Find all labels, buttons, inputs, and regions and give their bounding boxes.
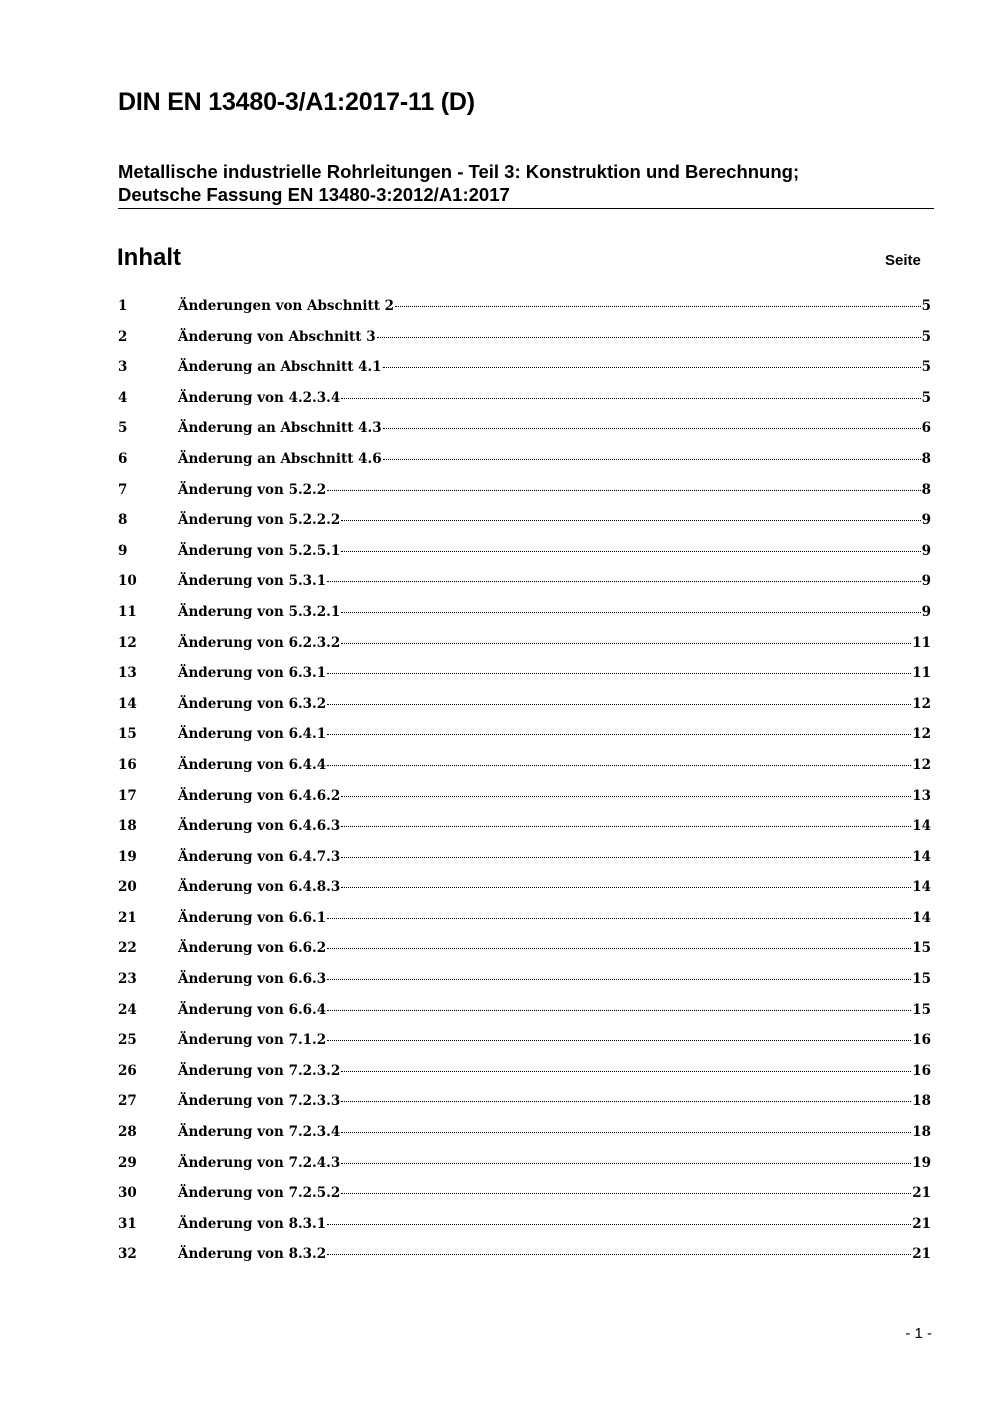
toc-entry-number: 14 — [118, 695, 137, 712]
table-of-contents — [118, 298, 931, 1277]
toc-entry[interactable] — [118, 1155, 931, 1186]
toc-entry-number: 15 — [118, 726, 137, 743]
toc-entry-page: 9 — [921, 573, 931, 590]
toc-entry-page: 12 — [912, 756, 931, 773]
toc-entry-title[interactable]: Änderung von 5.3.2.1 — [178, 603, 341, 620]
toc-entry-number: 10 — [118, 573, 137, 590]
toc-entry-page: 18 — [912, 1093, 931, 1110]
toc-entry-leader — [341, 857, 911, 858]
toc-entry[interactable] — [118, 849, 931, 880]
toc-entry-page: 18 — [912, 1124, 931, 1141]
toc-entry-leader — [327, 948, 911, 949]
toc-entry-title[interactable]: Änderungen von Abschnitt 2 — [178, 298, 395, 314]
toc-entry-title[interactable]: Änderung von 7.2.4.3 — [178, 1154, 341, 1171]
toc-entry[interactable] — [118, 635, 931, 666]
toc-entry[interactable] — [118, 940, 931, 971]
toc-entry-leader — [327, 918, 911, 919]
toc-entry[interactable] — [118, 1032, 931, 1063]
toc-entry-number: 7 — [118, 481, 128, 498]
toc-entry-title[interactable]: Änderung von 6.3.1 — [178, 665, 327, 682]
toc-entry-number: 13 — [118, 665, 137, 682]
toc-entry-leader — [383, 459, 921, 460]
toc-entry-title[interactable]: Änderung von 6.6.3 — [178, 971, 327, 988]
toc-entry-leader — [341, 520, 920, 521]
toc-entry-page: 11 — [912, 665, 931, 682]
toc-entry[interactable] — [118, 512, 931, 543]
toc-entry-leader — [327, 1224, 911, 1225]
toc-entry[interactable] — [118, 818, 931, 849]
toc-entry-title[interactable]: Änderung an Abschnitt 4.6 — [178, 450, 382, 467]
toc-entry[interactable] — [118, 451, 931, 482]
toc-entry-title[interactable]: Änderung von 6.4.7.3 — [178, 848, 341, 865]
toc-entry-title[interactable]: Änderung an Abschnitt 4.1 — [178, 359, 382, 376]
toc-entry-title[interactable]: Änderung von 5.2.5.1 — [178, 542, 341, 559]
toc-entry[interactable] — [118, 1185, 931, 1216]
toc-entry-leader — [327, 765, 911, 766]
toc-entry[interactable] — [118, 298, 931, 329]
toc-entry-leader — [341, 643, 911, 644]
toc-entry-page: 6 — [921, 420, 931, 437]
toc-entry-page: 8 — [921, 450, 931, 467]
toc-heading: Inhalt — [117, 244, 181, 271]
toc-entry[interactable] — [118, 726, 931, 757]
toc-entry-leader — [327, 979, 911, 980]
toc-entry[interactable] — [118, 1093, 931, 1124]
toc-entry[interactable] — [118, 665, 931, 696]
toc-entry-page: 8 — [921, 481, 931, 498]
toc-entry-leader — [327, 704, 911, 705]
toc-entry-number: 5 — [118, 420, 128, 437]
toc-entry-page: 12 — [912, 726, 931, 743]
toc-entry-title[interactable]: Änderung von 7.1.2 — [178, 1032, 327, 1049]
toc-entry-leader — [341, 1163, 911, 1164]
toc-entry-title[interactable]: Änderung von 6.4.1 — [178, 726, 327, 743]
toc-entry-title[interactable]: Änderung von 6.2.3.2 — [178, 634, 341, 651]
toc-entry-page: 14 — [912, 909, 931, 926]
toc-entry-title[interactable]: Änderung von 8.3.2 — [178, 1246, 327, 1263]
toc-entry-number: 27 — [118, 1093, 137, 1110]
toc-entry[interactable] — [118, 604, 931, 635]
toc-entry-leader — [341, 826, 911, 827]
toc-entry-number: 24 — [118, 1001, 137, 1018]
toc-entry-page: 9 — [921, 512, 931, 529]
toc-entry-page: 13 — [912, 787, 931, 804]
toc-entry-page: 5 — [921, 389, 931, 406]
toc-entry[interactable] — [118, 573, 931, 604]
toc-entry-page: 19 — [912, 1154, 931, 1171]
toc-entry-leader — [341, 398, 920, 399]
toc-entry-title[interactable]: Änderung von 7.2.5.2 — [178, 1185, 341, 1202]
toc-entry-page: 21 — [912, 1246, 931, 1263]
toc-entry-title[interactable]: Änderung von 6.4.8.3 — [178, 879, 341, 896]
toc-entry-leader — [383, 367, 921, 368]
toc-entry-page: 16 — [912, 1032, 931, 1049]
toc-entry-leader — [327, 581, 920, 582]
toc-entry-title[interactable]: Änderung von 6.4.6.2 — [178, 787, 341, 804]
toc-entry-title[interactable]: Änderung von 5.2.2.2 — [178, 512, 341, 529]
toc-entry[interactable] — [118, 1124, 931, 1155]
toc-entry-leader — [327, 673, 911, 674]
toc-entry[interactable] — [118, 1002, 931, 1033]
toc-entry-title[interactable]: Änderung von 6.4.4 — [178, 756, 327, 773]
toc-entry-page: 9 — [921, 603, 931, 620]
toc-entry-number: 1 — [118, 298, 128, 314]
toc-entry-number: 12 — [118, 634, 137, 651]
toc-entry-page: 5 — [921, 359, 931, 376]
toc-entry[interactable] — [118, 329, 931, 360]
toc-entry-number: 31 — [118, 1215, 137, 1232]
toc-entry-page: 14 — [912, 879, 931, 896]
toc-entry-page: 5 — [921, 328, 931, 345]
toc-entry-title[interactable]: Änderung von 6.6.4 — [178, 1001, 327, 1018]
toc-entry-number: 22 — [118, 940, 137, 957]
toc-entry-title[interactable]: Änderung an Abschnitt 4.3 — [178, 420, 382, 437]
toc-entry-page: 15 — [912, 1001, 931, 1018]
toc-entry-title[interactable]: Änderung von 7.2.3.4 — [178, 1124, 341, 1141]
toc-entry-number: 30 — [118, 1185, 137, 1202]
toc-entry[interactable] — [118, 910, 931, 941]
toc-entry-number: 9 — [118, 542, 128, 559]
page-number: - 1 - — [905, 1325, 932, 1342]
toc-entry-number: 8 — [118, 512, 128, 529]
toc-entry-leader — [327, 1040, 911, 1041]
toc-entry-title[interactable]: Änderung von 5.3.1 — [178, 573, 327, 590]
toc-entry[interactable] — [118, 543, 931, 574]
toc-entry-number: 6 — [118, 450, 128, 467]
toc-entry-number: 26 — [118, 1062, 137, 1079]
toc-entry-title[interactable]: Änderung von 8.3.1 — [178, 1215, 327, 1232]
toc-entry-page: 14 — [912, 818, 931, 835]
toc-entry-number: 21 — [118, 909, 137, 926]
toc-entry[interactable] — [118, 420, 931, 451]
toc-entry-page: 9 — [921, 542, 931, 559]
toc-entry-page: 21 — [912, 1185, 931, 1202]
toc-entry-leader — [327, 490, 920, 491]
toc-entry-number: 25 — [118, 1032, 137, 1049]
toc-entry-number: 28 — [118, 1124, 137, 1141]
document-title: DIN EN 13480-3/A1:2017-11 (D) — [118, 88, 475, 116]
toc-entry[interactable] — [118, 879, 931, 910]
toc-entry-number: 32 — [118, 1246, 137, 1263]
toc-entry-number: 4 — [118, 389, 128, 406]
toc-entry-leader — [341, 1193, 911, 1194]
toc-entry-leader — [327, 734, 911, 735]
toc-entry-number: 23 — [118, 971, 137, 988]
toc-entry-page: 14 — [912, 848, 931, 865]
toc-entry-page: 5 — [921, 298, 931, 314]
toc-entry-number: 17 — [118, 787, 137, 804]
toc-entry-number: 18 — [118, 818, 137, 835]
toc-entry-title[interactable]: Änderung von 7.2.3.2 — [178, 1062, 341, 1079]
toc-entry-leader — [341, 612, 920, 613]
toc-entry-title[interactable]: Änderung von 6.3.2 — [178, 695, 327, 712]
toc-entry-leader — [327, 1010, 911, 1011]
toc-entry[interactable] — [118, 971, 931, 1002]
toc-entry-title[interactable]: Änderung von 4.2.3.4 — [178, 389, 341, 406]
toc-entry-number: 3 — [118, 359, 128, 376]
toc-entry-number: 16 — [118, 756, 137, 773]
toc-entry-leader — [341, 1132, 911, 1133]
toc-entry-leader — [383, 428, 921, 429]
toc-entry-leader — [341, 887, 911, 888]
toc-entry-page: 11 — [912, 634, 931, 651]
toc-entry-number: 19 — [118, 848, 137, 865]
toc-entry[interactable] — [118, 1216, 931, 1247]
toc-page-column-label: Seite — [885, 252, 921, 269]
toc-entry-title[interactable]: Änderung von Abschnitt 3 — [178, 328, 376, 345]
toc-entry[interactable] — [118, 390, 931, 421]
subtitle-line-1: Metallische industrielle Rohrleitungen - Teil 3: Konstruktion und Berechnung; — [118, 161, 800, 182]
toc-entry-number: 29 — [118, 1154, 137, 1171]
toc-entry-leader — [341, 1071, 911, 1072]
subtitle-line-2: Deutsche Fassung EN 13480-3:2012/A1:2017 — [118, 184, 510, 205]
toc-entry-leader — [341, 551, 920, 552]
toc-entry-page: 15 — [912, 940, 931, 957]
toc-entry-page: 16 — [912, 1062, 931, 1079]
toc-entry-title[interactable]: Änderung von 5.2.2 — [178, 481, 327, 498]
toc-entry-number: 20 — [118, 879, 137, 896]
toc-entry-leader — [395, 306, 921, 307]
document-subtitle — [118, 160, 934, 209]
toc-entry-page: 15 — [912, 971, 931, 988]
toc-entry-title[interactable]: Änderung von 7.2.3.3 — [178, 1093, 341, 1110]
toc-entry-leader — [377, 337, 921, 338]
toc-entry-title[interactable]: Änderung von 6.6.2 — [178, 940, 327, 957]
toc-entry-page: 21 — [912, 1215, 931, 1232]
toc-entry-number: 2 — [118, 328, 128, 345]
toc-entry-title[interactable]: Änderung von 6.4.6.3 — [178, 818, 341, 835]
toc-entry-page: 12 — [912, 695, 931, 712]
toc-entry[interactable] — [118, 788, 931, 819]
toc-entry[interactable] — [118, 359, 931, 390]
toc-entry[interactable] — [118, 1246, 931, 1277]
toc-entry-number: 11 — [118, 603, 137, 620]
toc-entry[interactable] — [118, 1063, 931, 1094]
toc-entry[interactable] — [118, 757, 931, 788]
toc-entry-leader — [327, 1254, 911, 1255]
toc-entry-title[interactable]: Änderung von 6.6.1 — [178, 909, 327, 926]
toc-entry-leader — [341, 796, 911, 797]
toc-entry[interactable] — [118, 696, 931, 727]
toc-entry-leader — [341, 1101, 911, 1102]
toc-entry[interactable] — [118, 482, 931, 513]
